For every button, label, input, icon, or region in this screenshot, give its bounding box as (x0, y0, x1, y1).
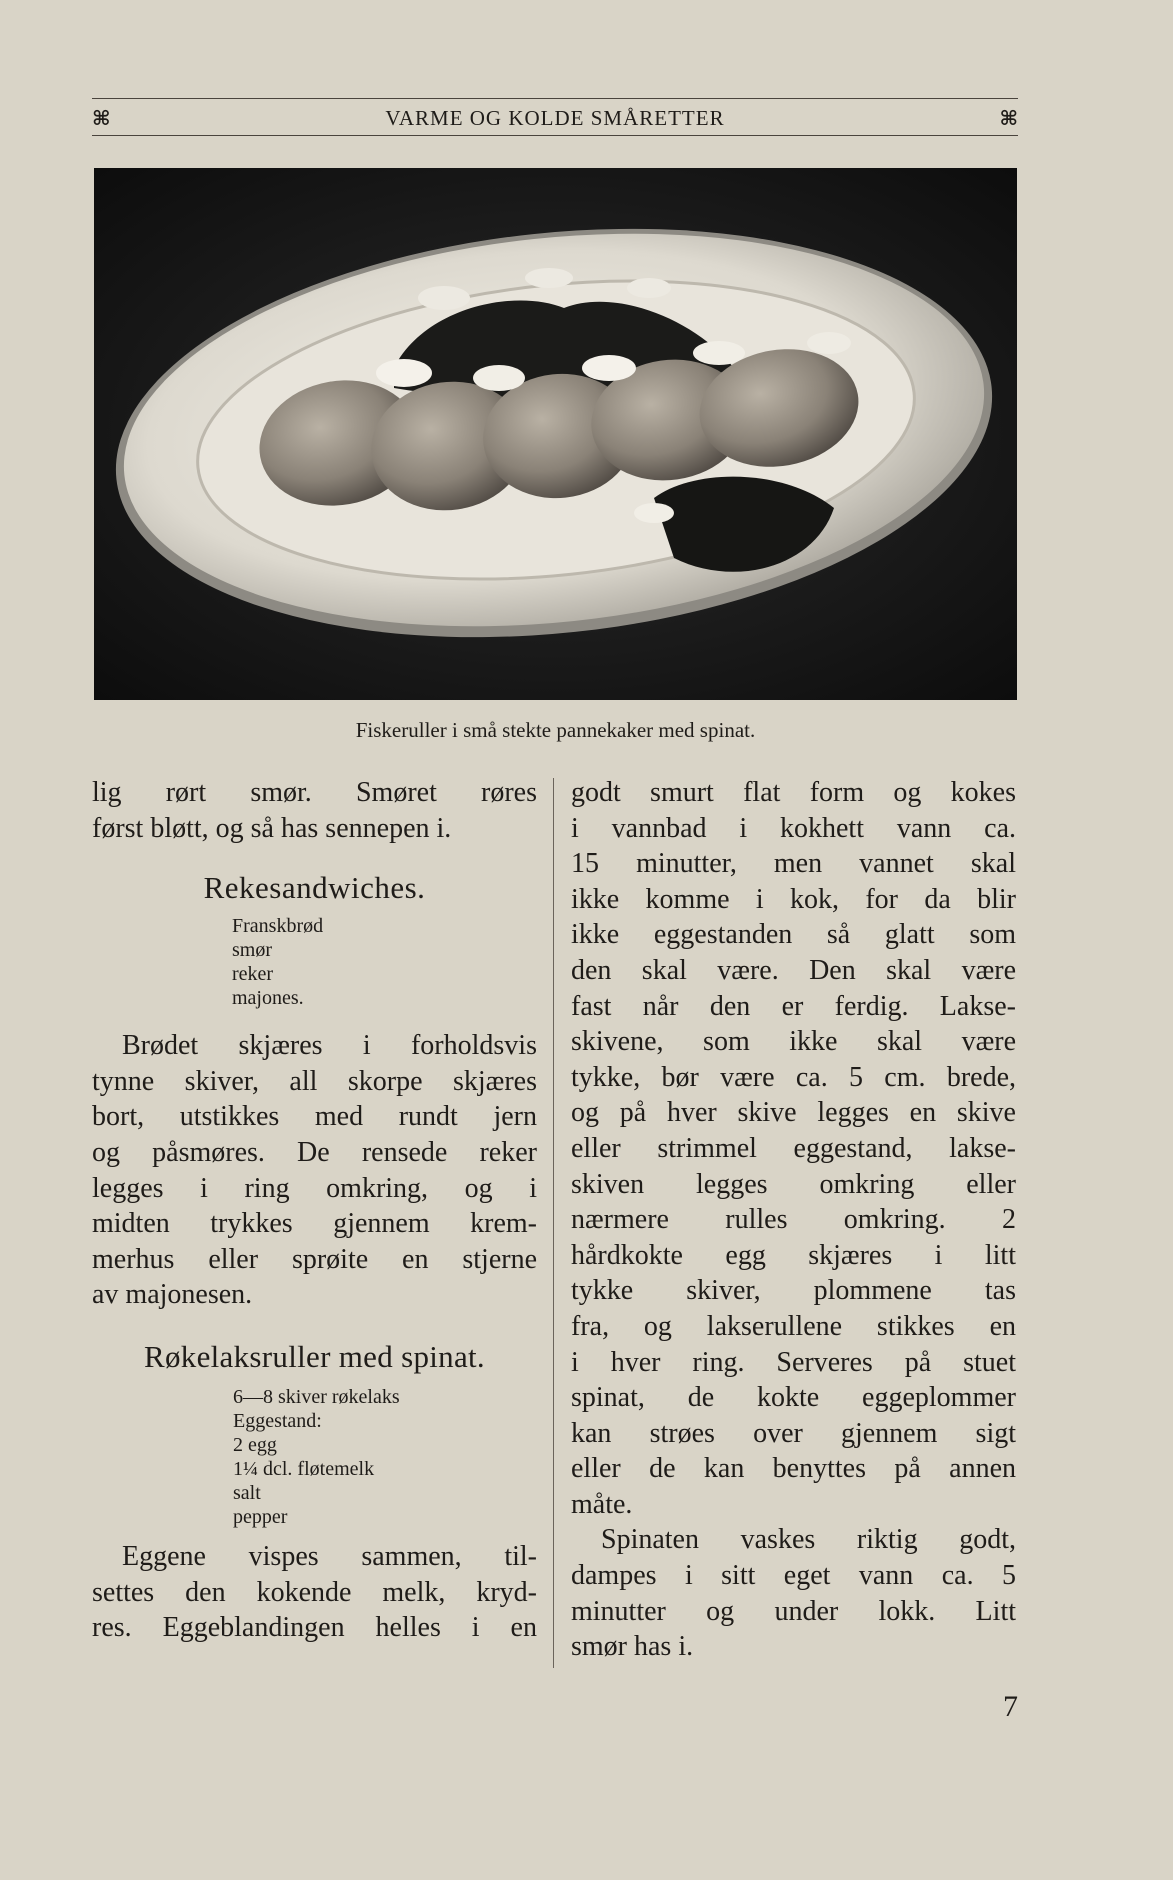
ingredient-item: salt (233, 1481, 261, 1504)
header-rule-bottom (92, 135, 1018, 136)
ingredient-item: Eggestand: (233, 1409, 322, 1432)
text-line: eller strimmel eggestand, lakse- (571, 1132, 1016, 1164)
text-line: bort, utstikkes med rundt jern (92, 1101, 537, 1133)
text-line: den skal være. Den skal være (571, 954, 1016, 986)
header-ornament-right-icon: ⌘ (999, 108, 1018, 130)
dish-photograph (94, 168, 1017, 700)
text-line: Eggene vispes sammen, til- (122, 1540, 537, 1572)
text-line: res. Eggeblandingen helles i en (92, 1612, 537, 1644)
header-ornament-left-icon: ⌘ (92, 108, 111, 130)
text-line: fra, og lakserullene stikkes en (571, 1310, 1016, 1342)
running-header (92, 98, 1018, 136)
text-line: ikke eggestanden så glatt som (571, 919, 1016, 951)
figure-caption: Fiskeruller i små stekte pannekaker med spinat. (355, 718, 756, 742)
text-line: fast når den er ferdig. Lakse- (571, 990, 1016, 1022)
text-line: ikke komme i kok, for da blir (571, 883, 1016, 915)
section-heading-rekesandwiches: Rekesandwiches. (203, 870, 426, 906)
text-line: Spinaten vaskes riktig godt, (601, 1524, 1016, 1556)
left-column (92, 775, 537, 1646)
column-divider (553, 778, 554, 1668)
text-line: minutter og under lokk. Litt (571, 1595, 1016, 1627)
page-number: 7 (1003, 1690, 1018, 1723)
text-line: Brødet skjæres i forholdsvis (122, 1030, 537, 1062)
text-line: først bløtt, og så has sennepen i. (92, 812, 452, 844)
text-line: merhus eller sprøite en stjerne (92, 1243, 537, 1275)
text-line: skiven legges omkring eller (571, 1168, 1016, 1200)
text-line: settes den kokende melk, kryd- (92, 1576, 537, 1608)
text-line: dampes i sitt eget vann ca. 5 (571, 1560, 1016, 1592)
text-line: smør has i. (571, 1631, 694, 1663)
ingredient-item: 1¼ dcl. fløtemelk (233, 1457, 375, 1480)
text-line: godt smurt flat form og kokes (571, 777, 1016, 808)
text-line: nærmere rulles omkring. 2 (571, 1204, 1016, 1236)
right-column (571, 775, 1016, 1665)
text-line: 15 minutter, men vannet skal (571, 848, 1016, 880)
text-line: tynne skiver, all skorpe skjæres (92, 1065, 537, 1097)
text-line: skivene, som ikke skal være (571, 1026, 1016, 1058)
ingredient-list-rekesandwiches (92, 914, 537, 1010)
ingredient-item: majones. (232, 987, 304, 1010)
ingredient-item: smør (232, 939, 272, 962)
text-line: og på hver skive legges en skive (571, 1097, 1016, 1129)
text-line: legges i ring omkring, og i (92, 1172, 537, 1204)
text-line: i vannbad i kokhett vann ca. (571, 812, 1016, 844)
text-line: tykke skiver, plommene tas (571, 1275, 1016, 1307)
header-rule-top (92, 98, 1018, 99)
text-line: hårdkokte egg skjæres i litt (571, 1239, 1016, 1271)
text-line: kan strøes over gjennem sigt (571, 1417, 1016, 1449)
text-line: spinat, de kokte eggeplommer (571, 1382, 1016, 1414)
text-line: midten trykkes gjennem krem- (92, 1208, 537, 1240)
text-line: tykke, bør være ca. 5 cm. brede, (571, 1061, 1016, 1093)
ingredient-item: Franskbrød (232, 915, 324, 938)
dish-photo-illustration (94, 168, 1017, 700)
text-line: eller de kan benyttes på annen (571, 1453, 1016, 1485)
ingredient-item: 6—8 skiver røkelaks (233, 1385, 400, 1408)
ingredient-item: reker (232, 963, 274, 986)
text-line: i hver ring. Serveres på stuet (571, 1346, 1016, 1378)
ingredient-list-rokelaksruller (92, 1385, 537, 1529)
section-heading-rokelaksruller: Røkelaksruller med spinat. (144, 1338, 485, 1374)
running-header-title: VARME OG KOLDE SMÅRETTER (385, 106, 725, 130)
text-line: av majonesen. (92, 1279, 253, 1311)
text-line: lig rørt smør. Smøret røres (92, 777, 537, 808)
text-line: måte. (571, 1488, 633, 1520)
ingredient-item: 2 egg (233, 1433, 277, 1456)
ingredient-item: pepper (233, 1505, 288, 1528)
text-line: og påsmøres. De rensede reker (92, 1136, 537, 1168)
